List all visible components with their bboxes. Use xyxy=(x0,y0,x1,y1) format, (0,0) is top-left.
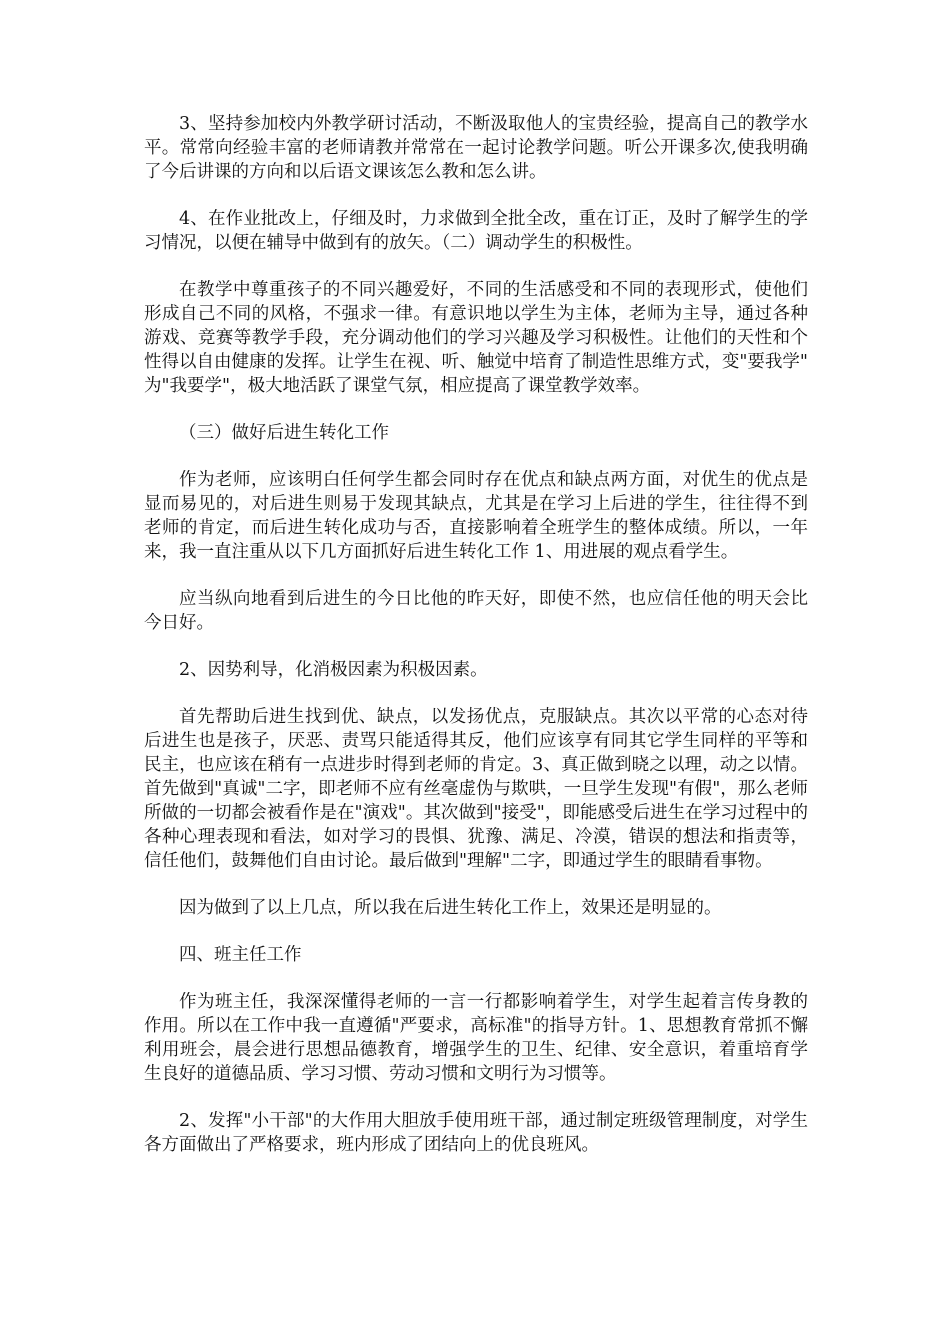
paragraph-results: 因为做到了以上几点，所以我在后进生转化工作上，效果还是明显的。 xyxy=(179,898,722,918)
section-heading-class-teacher: 四、班主任工作 xyxy=(179,945,302,965)
document-body xyxy=(144,112,808,1157)
paragraph-4-homework-grading: 4、在作业批改上，仔细及时，力求做到全批全改，重在订正，及时了解学生的学习情况，以便在辅导中做到有的放矢。（二）调动学生的积极性。 xyxy=(144,209,808,253)
paragraph-3-teaching-research: 3、坚持参加校内外教学研讨活动，不断汲取他人的宝贵经验，提高自己的教学水平。常常向经验丰富的老师请教并常常在一起讨论教学问题。听公开课多次,使我明确了今后讲课的方向和以后语文课该怎么教和怎么讲。 xyxy=(144,114,808,182)
paragraph-student-motivation: 在教学中尊重孩子的不同兴趣爱好，不同的生活感受和不同的表现形式，使他们形成自己不同的风格，不强求一律。有意识地以学生为主体，老师为主导，通过各种游戏、竞赛等教学手段，充分调动他们的学习兴趣及学习积极性。让他们的天性和个性得以自由健康的发挥。让学生在视、听、触觉中培育了制造性思维方式，变"要我学"为"我要学"，极大地活跃了课堂气氛，相应提高了课堂教学效率。 xyxy=(144,280,808,396)
paragraph-class-teacher-work: 作为班主任，我深深懂得老师的一言一行都影响着学生，对学生起着言传身教的作用。所以在工作中我一直遵循"严要求，高标准"的指导方针。1、思想教育常抓不懈利用班会，晨会进行思想品德教育，增强学生的卫生、纪律、安全意识，着重培育学生良好的道德品质、学习习惯、劳动习惯和文明行为习惯等。 xyxy=(144,992,808,1084)
section-heading-struggling-students: （三）做好后进生转化工作 xyxy=(179,423,389,443)
paragraph-strengths-weaknesses: 首先帮助后进生找到优、缺点，以发扬优点，克服缺点。其次以平常的心态对待后进生也是孩子，厌恶、责骂只能适得其反，他们应该享有同其它学生同样的平等和民主，也应该在稍有一点进步时得到老师的肯定。3、真正做到晓之以理，动之以情。首先做到"真诚"二字，即老师不应有丝毫虚伪与欺哄，一旦学生发现"有假"，那么老师所做的一切都会被看作是在"演戏"。其次做到"接受"，即能感受后进生在学习过程中的各种心理表现和看法，如对学习的畏惧、犹豫、满足、冷漠，错误的想法和指责等，信任他们，鼓舞他们自由讨论。最后做到"理解"二字，即通过学生的眼睛看事物。 xyxy=(144,707,808,871)
paragraph-2-guidance: 2、因势利导，化消极因素为积极因素。 xyxy=(179,660,488,680)
paragraph-longitudinal-view: 应当纵向地看到后进生的今日比他的昨天好，即使不然，也应信任他的明天会比今日好。 xyxy=(144,589,808,633)
paragraph-struggling-students-intro: 作为老师，应该明白任何学生都会同时存在优点和缺点两方面，对优生的优点是显而易见的，对后进生则易于发现其缺点，尤其是在学习上后进的学生，往往得不到老师的肯定，而后进生转化成功与否，直接影响着全班学生的整体成绩。所以，一年来，我一直注重从以下几方面抓好后进生转化工作 1、用进展的观点看学生。 xyxy=(144,470,808,562)
paragraph-2-class-cadres: 2、发挥"小干部"的大作用大胆放手使用班干部，通过制定班级管理制度，对学生各方面做出了严格要求，班内形成了团结向上的优良班风。 xyxy=(144,1111,808,1155)
